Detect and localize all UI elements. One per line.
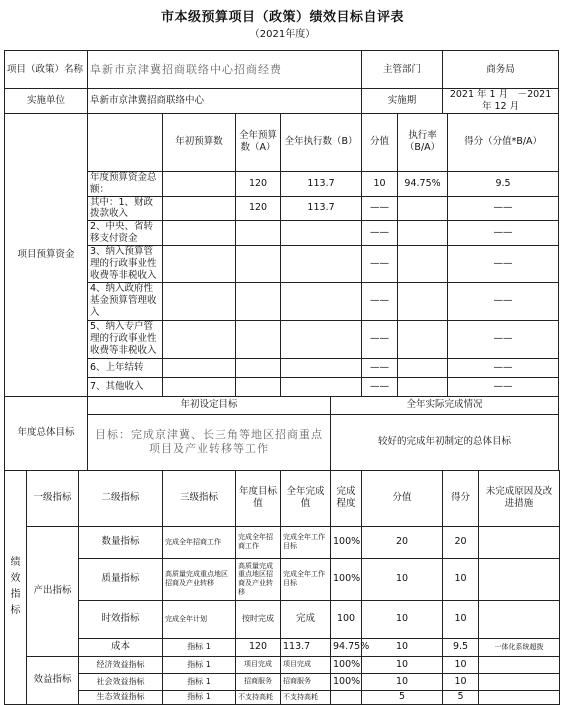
indicator-reason: [479, 600, 560, 638]
indicator-level2: 时效指标: [79, 600, 163, 638]
indicator-level2: 经济效益指标: [79, 656, 163, 673]
indicator-level2: 生态效益指标: [79, 690, 163, 704]
budget-full-year: 120: [236, 171, 281, 196]
indicator-score: 5: [443, 690, 479, 704]
budget-row: [5, 282, 560, 320]
indicator-row: [5, 600, 560, 638]
indicator-target: 高质量完成重点地区招商及产业转移: [236, 558, 281, 600]
budget-row-label: 5、纳入专户管理的行政事业性收费等非税收入: [88, 320, 163, 358]
benefit-indicator-label: 效益指标: [27, 656, 79, 704]
indicator-actual: 完成全年工作目标: [281, 526, 331, 558]
indicator-reason: [479, 673, 560, 690]
indicator-reason: [479, 526, 560, 558]
budget-row-label: 6、上年结转: [88, 358, 163, 377]
indicator-level2: 社会效益指标: [79, 673, 163, 690]
budget-section-label: 项目预算资金: [5, 113, 88, 396]
indicator-level3: 指标 1: [163, 638, 236, 656]
indicator-score-value: 10: [362, 638, 443, 656]
page-subtitle: （2021年度）: [249, 29, 316, 40]
output-indicator-label: 产出指标: [27, 526, 79, 656]
budget-row: [5, 320, 560, 358]
indicator-target: 120: [236, 638, 281, 656]
budget-initial: [163, 171, 236, 196]
budget-exec-rate: [398, 377, 448, 396]
project-name-value: 阜新市京津冀招商联络中心招商经费: [88, 51, 362, 89]
budget-score-value: ——: [362, 377, 398, 396]
budget-initial: [163, 320, 236, 358]
budget-full-year: [236, 358, 281, 377]
indicator-score: 10: [443, 600, 479, 638]
header-target: 年度目标值: [236, 470, 281, 526]
indicator-level2: 数量指标: [79, 526, 163, 558]
budget-executed: 113.7: [281, 171, 362, 196]
indicator-level3: 完成全年招商工作: [163, 526, 236, 558]
goals-actual-text: 较好的完成年初制定的总体目标: [331, 414, 559, 470]
header-reason: 未完成原因及改进措施: [479, 470, 560, 526]
indicator-degree: 100%: [331, 673, 362, 690]
goals-initial-header: 年初设定目标: [88, 396, 331, 414]
indicator-degree: 100%: [331, 526, 362, 558]
budget-executed: [281, 377, 362, 396]
header-perf-score-value: 分值: [362, 470, 443, 526]
indicator-reason: [479, 690, 560, 704]
indicator-level3: 高质量完成重点地区招商及产业转移: [163, 558, 236, 600]
evaluation-table: [4, 50, 560, 705]
budget-initial: [163, 282, 236, 320]
header-degree: 完成程度: [331, 470, 362, 526]
budget-score-value: ——: [362, 196, 398, 221]
indicator-degree: 100: [331, 600, 362, 638]
indicator-level3: 完成全年计划: [163, 600, 236, 638]
budget-row-label: 4、纳入政府性基金预算管理收入: [88, 282, 163, 320]
budget-exec-rate: [398, 320, 448, 358]
indicator-row: [5, 638, 560, 656]
goals-actual-header: 全年实际完成情况: [331, 396, 559, 414]
budget-full-year: [236, 221, 281, 246]
budget-executed: [281, 320, 362, 358]
indicator-score: 10: [443, 656, 479, 673]
budget-row: [5, 358, 560, 377]
budget-score: 9.5: [448, 171, 559, 196]
budget-score: ——: [448, 196, 559, 221]
budget-score-value: ——: [362, 320, 398, 358]
budget-score-value: ——: [362, 358, 398, 377]
budget-exec-rate: [398, 246, 448, 283]
budget-row: [5, 171, 560, 196]
budget-initial: [163, 358, 236, 377]
budget-exec-rate: 94.75%: [398, 171, 448, 196]
budget-row-label: 7、其他收入: [88, 377, 163, 396]
indicator-degree: [331, 690, 362, 704]
budget-row-label: 其中：1、财政拨款收入: [88, 196, 163, 221]
indicator-target: 完成全年招商工作: [236, 526, 281, 558]
budget-executed: [281, 246, 362, 283]
header-score-value: 分值: [362, 113, 398, 171]
header-initial-budget: 年初预算数: [163, 113, 236, 171]
indicator-score-value: 5: [362, 690, 443, 704]
indicator-reason: [479, 656, 560, 673]
indicator-actual: 完成: [281, 600, 331, 638]
indicator-actual: 不支持高耗: [281, 690, 331, 704]
indicator-level3: 指标 1: [163, 673, 236, 690]
budget-initial: [163, 221, 236, 246]
budget-score-value: ——: [362, 246, 398, 283]
unit-label: 实施单位: [5, 89, 88, 114]
indicator-actual: 项目完成: [281, 656, 331, 673]
budget-score-value: 10: [362, 171, 398, 196]
indicator-level3: 指标 1: [163, 656, 236, 673]
header-exec-rate: 执行率（B/A）: [398, 113, 448, 171]
indicator-level2: 质量指标: [79, 558, 163, 600]
indicator-level3: 指标 1: [163, 690, 236, 704]
indicator-row: [5, 526, 560, 558]
budget-score-value: ——: [362, 221, 398, 246]
header-level3: 三级指标: [163, 470, 236, 526]
department-value: 商务局: [443, 51, 559, 89]
budget-full-year: 120: [236, 196, 281, 221]
header-perf-score: 得分: [443, 470, 479, 526]
header-score: 得分（分值*B/A）: [448, 113, 559, 171]
goals-section-label: 年度总体目标: [5, 396, 88, 470]
project-name-label: 项目（政策）名称: [5, 51, 88, 89]
budget-initial: [163, 196, 236, 221]
header-full-year-budget: 全年预算数（A）: [236, 113, 281, 171]
budget-score: ——: [448, 320, 559, 358]
budget-executed: 113.7: [281, 196, 362, 221]
budget-row-label: 年度预算资金总额：: [88, 171, 163, 196]
indicator-row: [5, 673, 560, 690]
header-executed: 全年执行数（B）: [281, 113, 362, 171]
budget-initial: [163, 246, 236, 283]
indicator-degree: 100%: [331, 558, 362, 600]
header-actual: 全年完成值: [281, 470, 331, 526]
indicator-actual: 113.7: [281, 638, 331, 656]
indicator-target: 不支持高耗: [236, 690, 281, 704]
budget-exec-rate: [398, 221, 448, 246]
budget-exec-rate: [398, 196, 448, 221]
budget-row-label: 2、中央、省转移支付资金: [88, 221, 163, 246]
budget-score: ——: [448, 282, 559, 320]
budget-score: ——: [448, 221, 559, 246]
budget-row: [5, 246, 560, 283]
budget-score: ——: [448, 358, 559, 377]
budget-full-year: [236, 320, 281, 358]
indicator-row: [5, 656, 560, 673]
indicator-score-value: 10: [362, 656, 443, 673]
budget-full-year: [236, 377, 281, 396]
header-level2: 二级指标: [79, 470, 163, 526]
budget-row: [5, 196, 560, 221]
indicator-score-value: 10: [362, 673, 443, 690]
indicator-row: [5, 690, 560, 704]
indicator-target: 招商服务: [236, 673, 281, 690]
indicator-score-value: 10: [362, 600, 443, 638]
goals-initial-text: 目标：完成京津冀、长三角等地区招商重点项目及产业转移等工作: [88, 414, 331, 470]
indicator-level2: 成本: [79, 638, 163, 656]
indicator-actual: 完成全年工作目标: [281, 558, 331, 600]
budget-row-label: 3、纳入预算管理的行政事业性收费等非税收入: [88, 246, 163, 283]
indicator-target: 项目完成: [236, 656, 281, 673]
budget-exec-rate: [398, 282, 448, 320]
budget-executed: [281, 282, 362, 320]
period-value: 2021 年 1 月 －2021 年 12 月: [443, 89, 559, 114]
budget-score: ——: [448, 246, 559, 283]
budget-executed: [281, 221, 362, 246]
budget-row: [5, 377, 560, 396]
unit-value: 阜新市京津冀招商联络中心: [88, 89, 362, 114]
budget-full-year: [236, 246, 281, 283]
budget-initial: [163, 377, 236, 396]
indicator-score: 10: [443, 558, 479, 600]
budget-score-value: ——: [362, 282, 398, 320]
page-title: 市本级预算项目（政策）绩效目标自评表: [160, 10, 404, 25]
budget-full-year: [236, 282, 281, 320]
indicator-score-value: 10: [362, 558, 443, 600]
indicator-score-value: 20: [362, 526, 443, 558]
budget-executed: [281, 358, 362, 377]
indicator-target: 按时完成: [236, 600, 281, 638]
indicator-degree: 94.75%: [331, 638, 362, 656]
indicator-score: 10: [443, 673, 479, 690]
indicator-row: [5, 558, 560, 600]
header-level1: 一级指标: [27, 470, 79, 526]
performance-section-label: 绩效指标: [5, 470, 27, 704]
indicator-actual: 招商服务: [281, 673, 331, 690]
budget-score: ——: [448, 377, 559, 396]
budget-exec-rate: [398, 358, 448, 377]
indicator-score: 20: [443, 526, 479, 558]
indicator-score: 9.5: [443, 638, 479, 656]
indicator-reason: [479, 558, 560, 600]
budget-row: [5, 221, 560, 246]
indicator-degree: 100%: [331, 656, 362, 673]
period-label: 实施期: [362, 89, 443, 114]
department-label: 主管部门: [362, 51, 443, 89]
indicator-reason: 一体化系统超拨: [479, 638, 560, 656]
